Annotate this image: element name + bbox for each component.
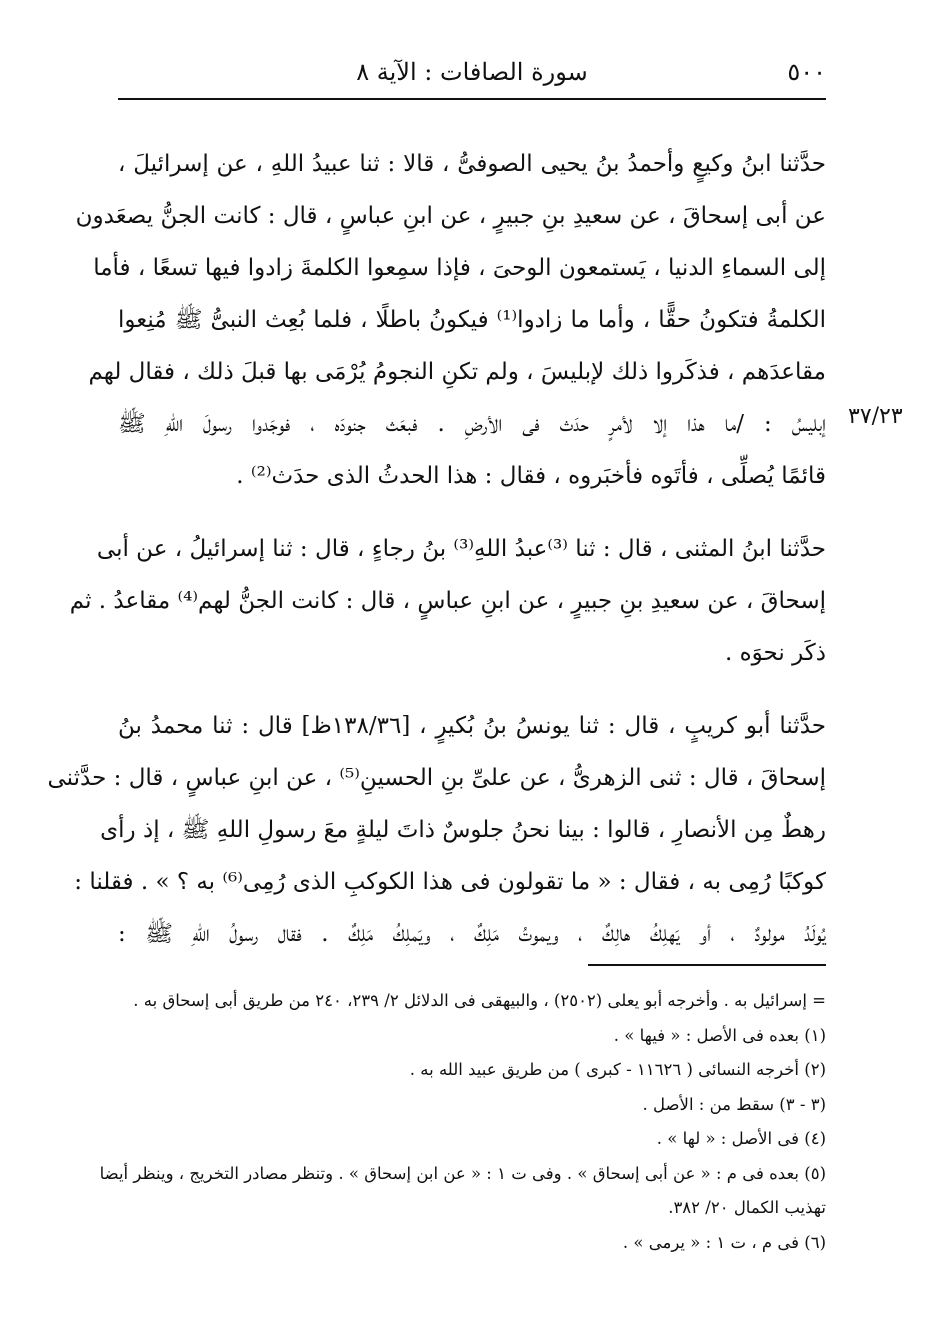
text-line: عن أبى إسحاقَ ، عن سعيدِ بنِ جبيرٍ ، عن ابنِ عباسٍ ، قال : كانت الجنُّ يصعَدون xyxy=(75,203,826,229)
running-title: سورة الصافات : الآية ٨ xyxy=(356,58,588,86)
footnote: (٢) أخرجه النسائى ( ١١٦٢٦ - كبرى ) من طريق عبيد الله به . xyxy=(409,1060,826,1079)
text-line: حدَّثنا ابنُ وكيعٍ وأحمدُ بنُ يحيى الصوفىُّ ، قالا : ثنا عبيدُ اللهِ ، عن إسرائيلَ ، xyxy=(118,151,826,177)
paragraph xyxy=(47,700,826,960)
text-line: قائمًا يُصلِّى ، فأتَوه فأخبَروه ، فقال : هذا الحدثُ الذى حدَث⁽²⁾ . xyxy=(236,463,826,489)
footnote: تهذيب الكمال ٢٠/ ٣٨٢. xyxy=(668,1198,826,1217)
footnote: (١) بعده فى الأصل : « فيها » . xyxy=(613,1025,826,1045)
text-line: إلى السماءِ الدنيا ، يَستمعون الوحىَ ، فإذا سمِعوا الكلمةَ زادوا فيها تسعًا ، فأما xyxy=(93,255,826,281)
page-header xyxy=(118,52,826,100)
text-line: كوكبًا رُمِى به ، فقال : « ما تقولون فى هذا الكوكبِ الذى رُمِى⁽⁶⁾ به ؟ » . فقلنا : xyxy=(74,869,826,895)
footnote-divider xyxy=(588,964,826,966)
text-line: يُولَدُ مولودٌ ، أو يَهلِكُ هالِكٌ ، ويموتُ مَلِكٌ ، ويَملِكُ مَلِكٌ . فقال رسولُ اللهِ ﷺ : xyxy=(118,921,826,947)
paragraph xyxy=(75,138,826,502)
text-line: حدَّثنا ابنُ المثنى ، قال : ثنا ⁽³⁾عبدُ اللهِ⁽³⁾ بنُ رجاءٍ ، قال : ثنا إسرائيلُ ، عن أبى xyxy=(96,536,826,562)
footnote: (٥) بعده فى م : « عن أبى إسحاق » . وفى ت ١ : « عن ابن إسحاق » . وتنظر مصادر التخريج ، وينظر أيضا xyxy=(99,1163,826,1183)
page-number: ٥٠٠ xyxy=(787,58,826,86)
footnote: (٦) فى م ، ت ١ : « يرمى » . xyxy=(622,1232,826,1252)
text-line: إبليسُ : /ما هذا إلا لأمرٍ حدَث فى الأرضِ . فبعَث جنودَه ، فوجَدوا رسولَ اللهِ ﷺ xyxy=(118,411,826,437)
footnotes xyxy=(99,984,826,1260)
text-line: رهطٌ مِن الأنصارِ ، قالوا : بينا نحنُ جلوسٌ ذاتَ ليلةٍ معَ رسولِ اللهِ ﷺ ، إذ رأى xyxy=(100,817,826,843)
text-line: إسحاقَ ، قال : ثنى الزهرىُّ ، عن علىِّ بنِ الحسينِ⁽⁵⁾ ، عن ابنِ عباسٍ ، قال : حدَّثنى xyxy=(47,765,826,791)
text-line: إسحاقَ ، عن سعيدِ بنِ جبيرٍ ، عن ابنِ عباسٍ ، قال : كانت الجنُّ لهم⁽⁴⁾ مقاعدُ . ثم xyxy=(69,588,826,614)
footnote: (٤) فى الأصل : « لها » . xyxy=(656,1129,826,1148)
text-line: حدَّثنا أبو كريبٍ ، قال : ثنا يونسُ بنُ بُكيرٍ ، [١٣٨/٣٦ظ] قال : ثنا محمدُ بنُ xyxy=(118,713,826,739)
footnote: (٣ - ٣) سقط من : الأصل . xyxy=(642,1094,826,1114)
margin-reference: ٣٧/٢٣ xyxy=(848,404,903,429)
text-line: مقاعدَهم ، فذكَروا ذلك لإبليسَ ، ولم تكنِ النجومُ يُرْمَى بها قبلَ ذلك ، فقال لهم xyxy=(88,359,826,385)
main-text xyxy=(47,138,826,981)
footnote: = إسرائيل به . وأخرجه أبو يعلى (٢٥٠٢) ، والبيهقى فى الدلائل ٢/ ٢٣٩، ٢٤٠ من طريق أبى إسحاق به . xyxy=(133,991,826,1010)
paragraph xyxy=(69,523,826,679)
text-line: ذكَر نحوَه . xyxy=(725,640,826,666)
text-line: الكلمةُ فتكونُ حقًّا ، وأما ما زادوا⁽¹⁾ فيكونُ باطلًا ، فلما بُعِث النبىُّ ﷺ مُنِعوا xyxy=(118,307,826,333)
